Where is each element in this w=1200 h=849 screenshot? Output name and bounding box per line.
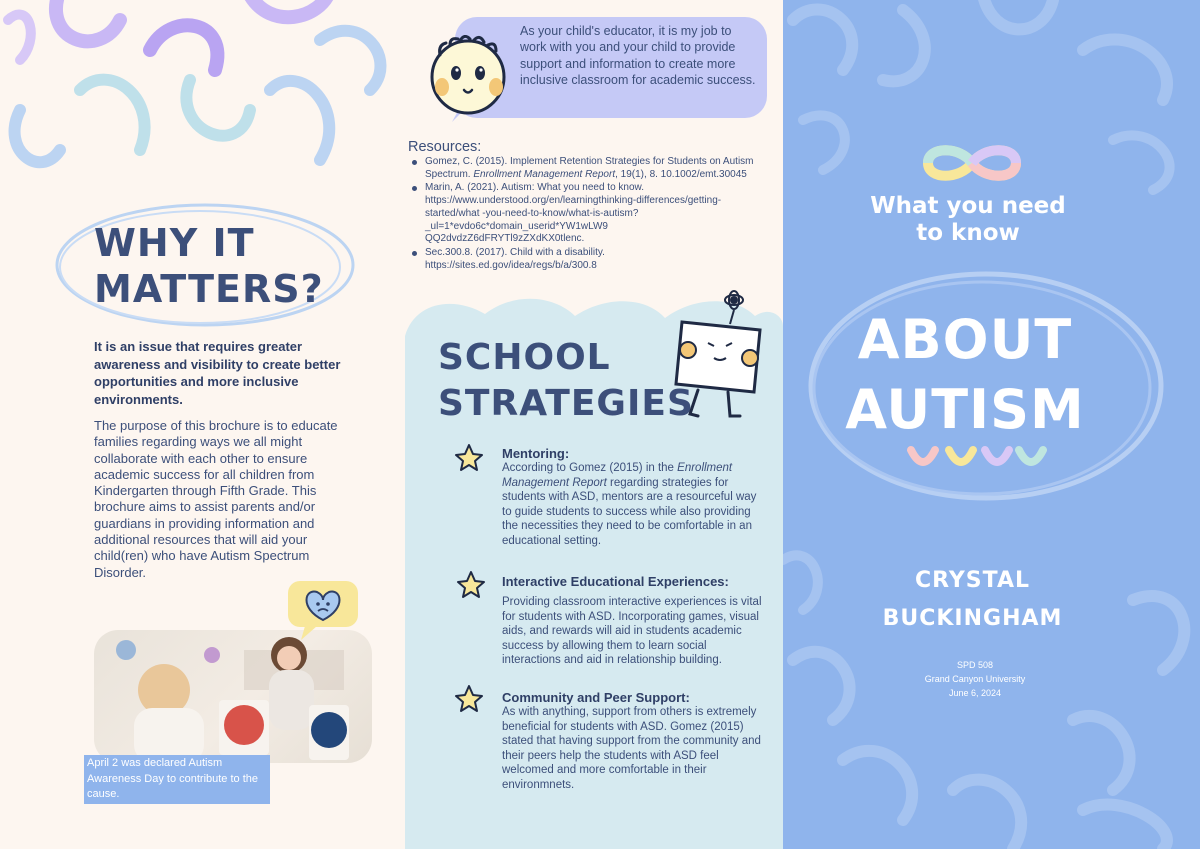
tagline (848, 193, 1088, 247)
left-panel (0, 0, 405, 849)
smiley-face-icon (428, 35, 510, 115)
decorative-arcs (905, 444, 1050, 472)
tagline-line-2: to know (916, 220, 1020, 246)
strategy-heading-interactive: Interactive Educational Experiences: (502, 574, 729, 589)
strategies-line-2: STRATEGIES (438, 383, 694, 424)
about-line-1: ABOUT (857, 308, 1073, 371)
university-name: Grand Canyon University (924, 674, 1026, 684)
photo-illustration (94, 630, 372, 763)
resources-heading: Resources: (408, 139, 482, 155)
about-autism-title (830, 305, 1100, 445)
title-line-1: WHY IT (94, 221, 255, 265)
resource-item: Gomez, C. (2015). Implement Retention Strategies for Students on Autism Spectrum. Enrollment Management Report, 19(1), 8. 10.1002/emt.30045 (412, 156, 770, 181)
strategy-text-mentoring: According to Gomez (2015) in the Enrollment Management Report regarding strategies for students with ASD, mentors are a resourceful way to guide students to success while also providing the necessities they need to be comfortable in an educational setting. (502, 462, 757, 547)
tagline-line-1: What you need (870, 193, 1066, 219)
classroom-photo (94, 630, 372, 763)
heart-speech-bubble (287, 580, 359, 642)
educator-message: As your child's educator, it is my job to work with you and your child to provide support and information to create more inclusive classroom for academic success. (520, 24, 756, 87)
about-line-2: AUTISM (845, 378, 1085, 441)
title-line-2: MATTERS? (94, 267, 324, 311)
strategy-heading-community: Community and Peer Support: (502, 690, 690, 705)
why-it-matters-title (94, 220, 354, 312)
strategy-text-community: As with anything, support from others is extremely beneficial for students with ASD. Gomez (2015) stated that having support from the community and their peers help the students with ASD feel welcomed and more comfortable in their environmnets. (502, 706, 761, 791)
resource-item: Marin, A. (2021). Autism: What you need to know. https://www.understood.org/en/learningthinking-differences/getting-started/what -you-need-to-know/what-is-autism?_ul=1*evdo6c*domain_userid*YW1wLW9 QQ2dvdzZ6dFRYTl9zZXdKX0tlenc. (412, 182, 770, 246)
author-first-name: CRYSTAL (914, 568, 1030, 593)
resources-list (412, 156, 770, 273)
lead-statement: It is an issue that requires greater awareness and visibility to create better opportunities and more inclusive environments. (94, 339, 341, 407)
course-code: SPD 508 (956, 660, 994, 670)
infinity-icon (920, 140, 1024, 186)
school-strategies-title (438, 335, 694, 427)
strategy-heading-mentoring: Mentoring: (502, 446, 570, 461)
star-icon (456, 570, 486, 600)
date: June 6, 2024 (948, 688, 1002, 698)
strategy-text-interactive: Providing classroom interactive experiences is vital for students with ASD. Incorporating games, visual aids, and rewards will aid in students academic success by allowing them to learn social interactions and aid in relationship building. (502, 596, 762, 667)
author-name (880, 562, 1065, 638)
star-icon (454, 684, 484, 714)
resource-item: Sec.300.8. (2017). Child with a disability. https://sites.ed.gov/idea/regs/b/a/300.8 (412, 247, 770, 272)
star-icon (454, 443, 484, 473)
box-character-icon (668, 288, 768, 424)
course-details (900, 658, 1050, 700)
purpose-paragraph: The purpose of this brochure is to educate families regarding ways we all might collaborate with each other to ensure academic success for all children from Kindergarten through Fifth Grade. This brochure aims to assist parents and/or guardians in providing information and additional resources that will aid your child(ren) who have Autism Spectrum Disorder. (94, 418, 338, 580)
author-last-name: BUCKINGHAM (882, 606, 1063, 631)
photo-caption: April 2 was declared Autism Awareness Day to contribute to the cause. (84, 755, 270, 804)
decorative-swirls (0, 0, 405, 200)
strategies-line-1: SCHOOL (438, 337, 611, 378)
